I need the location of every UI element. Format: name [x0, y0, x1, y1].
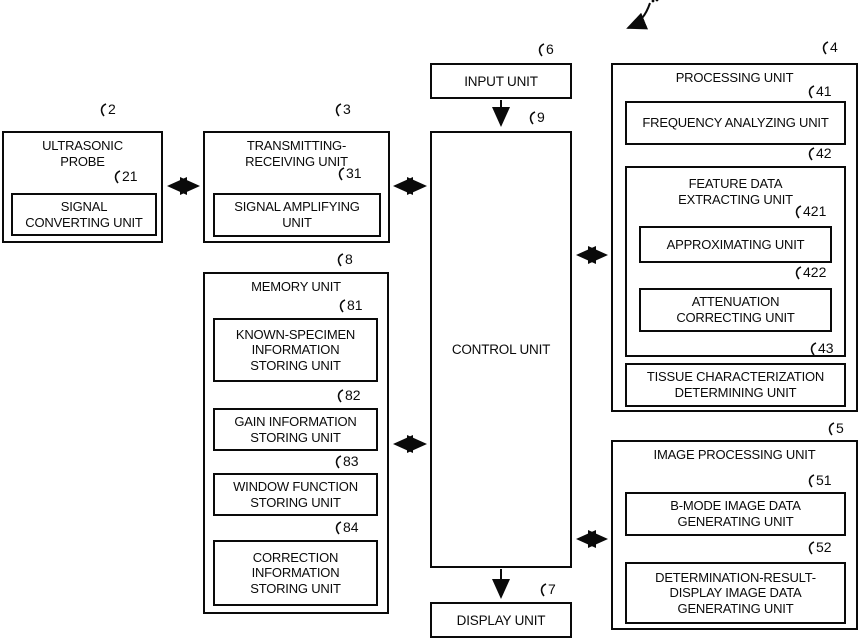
lead-line-icon: [336, 167, 345, 181]
block-determination-result-display-image-data-generating-unit: [625, 562, 846, 624]
block-signal-amplifying-unit: [213, 193, 381, 237]
ref-number: 5: [836, 420, 844, 436]
ref-label-83: [333, 454, 359, 469]
lead-line-icon: [333, 521, 342, 535]
ref-number: 6: [546, 41, 554, 57]
block-signal-converting-unit-label: SIGNAL CONVERTING UNIT: [25, 198, 143, 230]
lead-line-icon: [806, 541, 815, 555]
ref-number: 7: [548, 581, 556, 597]
lead-line-icon: [806, 85, 815, 99]
ref-number: 84: [343, 519, 359, 535]
ref-label-21: [112, 169, 138, 184]
lead-line-icon: [793, 205, 802, 219]
ref-number: 81: [347, 297, 363, 313]
lead-line-icon: [536, 43, 545, 57]
block-transmitting-receiving-unit: [203, 131, 390, 243]
block-gain-information-storing-unit-label: GAIN INFORMATION STORING UNIT: [234, 413, 357, 445]
ref-label-84: [333, 520, 359, 535]
ref-label-7: [538, 582, 556, 597]
lead-line-icon: [335, 389, 344, 403]
block-input-unit-label: INPUT UNIT: [464, 73, 538, 89]
block-feature-data-extracting-unit: [625, 166, 846, 357]
ref-number: 2: [108, 101, 116, 117]
lead-line-icon: [337, 299, 346, 313]
lead-line-icon: [112, 170, 121, 184]
block-attenuation-correcting-unit: [639, 288, 832, 332]
block-known-specimen-information-storing-unit: [213, 318, 378, 382]
ref-label-5: [826, 421, 844, 436]
block-signal-converting-unit: [11, 193, 157, 236]
block-attenuation-correcting-unit-label: ATTENUATION CORRECTING UNIT: [676, 294, 795, 325]
block-image-processing-unit: [611, 440, 858, 630]
block-control-unit-label: CONTROL UNIT: [451, 342, 551, 357]
figure-reference-arrow-dot: [652, 0, 655, 2]
block-ultrasonic-probe: [2, 131, 163, 243]
lead-line-icon: [335, 253, 344, 267]
block-approximating-unit: [639, 226, 832, 263]
block-tissue-characterization-determining-unit: [625, 363, 846, 407]
block-gain-information-storing-unit: [213, 408, 378, 451]
ref-number: 31: [346, 165, 362, 181]
ref-number: 4: [830, 39, 838, 55]
block-processing-unit: [611, 63, 858, 412]
ref-label-82: [335, 388, 361, 403]
ref-label-421: [793, 204, 826, 219]
block-frequency-analyzing-unit-label: FREQUENCY ANALYZING UNIT: [642, 115, 829, 131]
ref-label-52: [806, 540, 832, 555]
lead-line-icon: [538, 583, 547, 597]
block-b-mode-image-data-generating-unit-label: B-MODE IMAGE DATA GENERATING UNIT: [670, 498, 801, 529]
block-display-unit: [430, 602, 572, 638]
block-processing-unit-label: PROCESSING UNIT: [675, 70, 794, 85]
block-memory-unit-label: MEMORY UNIT: [251, 279, 341, 294]
block-transmitting-receiving-unit-label: TRANSMITTING-RECEIVING UNIT: [245, 138, 348, 169]
lead-line-icon: [527, 111, 536, 125]
block-window-function-storing-unit-label: WINDOW FUNCTION STORING UNIT: [233, 478, 358, 510]
block-correction-information-storing-unit: [213, 540, 378, 606]
lead-line-icon: [826, 422, 835, 436]
ref-number: 421: [803, 203, 827, 219]
ref-number: 422: [803, 264, 827, 280]
ref-label-9: [527, 110, 545, 125]
ref-number: 83: [343, 453, 359, 469]
lead-line-icon: [806, 474, 815, 488]
block-display-unit-label: DISPLAY UNIT: [456, 612, 546, 628]
block-tissue-characterization-determining-unit-label: TISSUE CHARACTERIZATION DETERMINING UNIT: [646, 369, 825, 400]
ref-label-41: [806, 84, 832, 99]
ref-label-4: [820, 40, 838, 55]
block-approximating-unit-label: APPROXIMATING UNIT: [666, 236, 805, 252]
block-feature-data-extracting-unit-label: FEATURE DATA EXTRACTING UNIT: [678, 176, 793, 207]
block-input-unit: [430, 63, 572, 99]
lead-line-icon: [806, 147, 815, 161]
ref-number: 51: [816, 472, 832, 488]
ref-label-2: [98, 102, 116, 117]
block-window-function-storing-unit: [213, 473, 378, 516]
ref-label-6: [536, 42, 554, 57]
lead-line-icon: [333, 103, 342, 117]
block-frequency-analyzing-unit: [625, 101, 846, 145]
figure-reference-arrow-dot: [656, 0, 659, 1]
ref-number: 3: [343, 101, 351, 117]
ref-label-81: [337, 298, 363, 313]
lead-line-icon: [333, 455, 342, 469]
block-signal-amplifying-unit-label: SIGNAL AMPLIFYING UNIT: [234, 199, 360, 230]
block-correction-information-storing-unit-label: CORRECTION INFORMATION STORING UNIT: [250, 549, 341, 596]
ref-label-8: [335, 252, 353, 267]
lead-line-icon: [98, 103, 107, 117]
ref-number: 8: [345, 251, 353, 267]
block-control-unit: [430, 131, 572, 568]
figure-reference-arrow: [628, 3, 650, 28]
ref-number: 52: [816, 539, 832, 555]
block-known-specimen-information-storing-unit-label: KNOWN-SPECIMEN INFORMATION STORING UNIT: [235, 326, 356, 373]
ref-number: 41: [816, 83, 832, 99]
block-ultrasonic-probe-label: ULTRASONIC PROBE: [42, 138, 123, 169]
ref-number: 21: [122, 168, 138, 184]
ref-number: 82: [345, 387, 361, 403]
block-memory-unit: [203, 272, 389, 614]
block-determination-result-display-image-data-generating-unit-label: DETERMINATION-RESULT-DISPLAY IMAGE DATA GENERATING UNIT: [655, 569, 816, 616]
ref-label-31: [336, 166, 362, 181]
ref-number: 42: [816, 145, 832, 161]
ref-label-422: [793, 265, 826, 280]
lead-line-icon: [793, 266, 802, 280]
ref-number: 43: [818, 340, 834, 356]
ref-label-3: [333, 102, 351, 117]
block-b-mode-image-data-generating-unit: [625, 492, 846, 536]
lead-line-icon: [820, 41, 829, 55]
block-image-processing-unit-label: IMAGE PROCESSING UNIT: [653, 447, 816, 462]
ref-label-43: [808, 341, 834, 356]
ref-label-51: [806, 473, 832, 488]
ref-label-42: [806, 146, 832, 161]
ref-number: 9: [537, 109, 545, 125]
lead-line-icon: [808, 342, 817, 356]
